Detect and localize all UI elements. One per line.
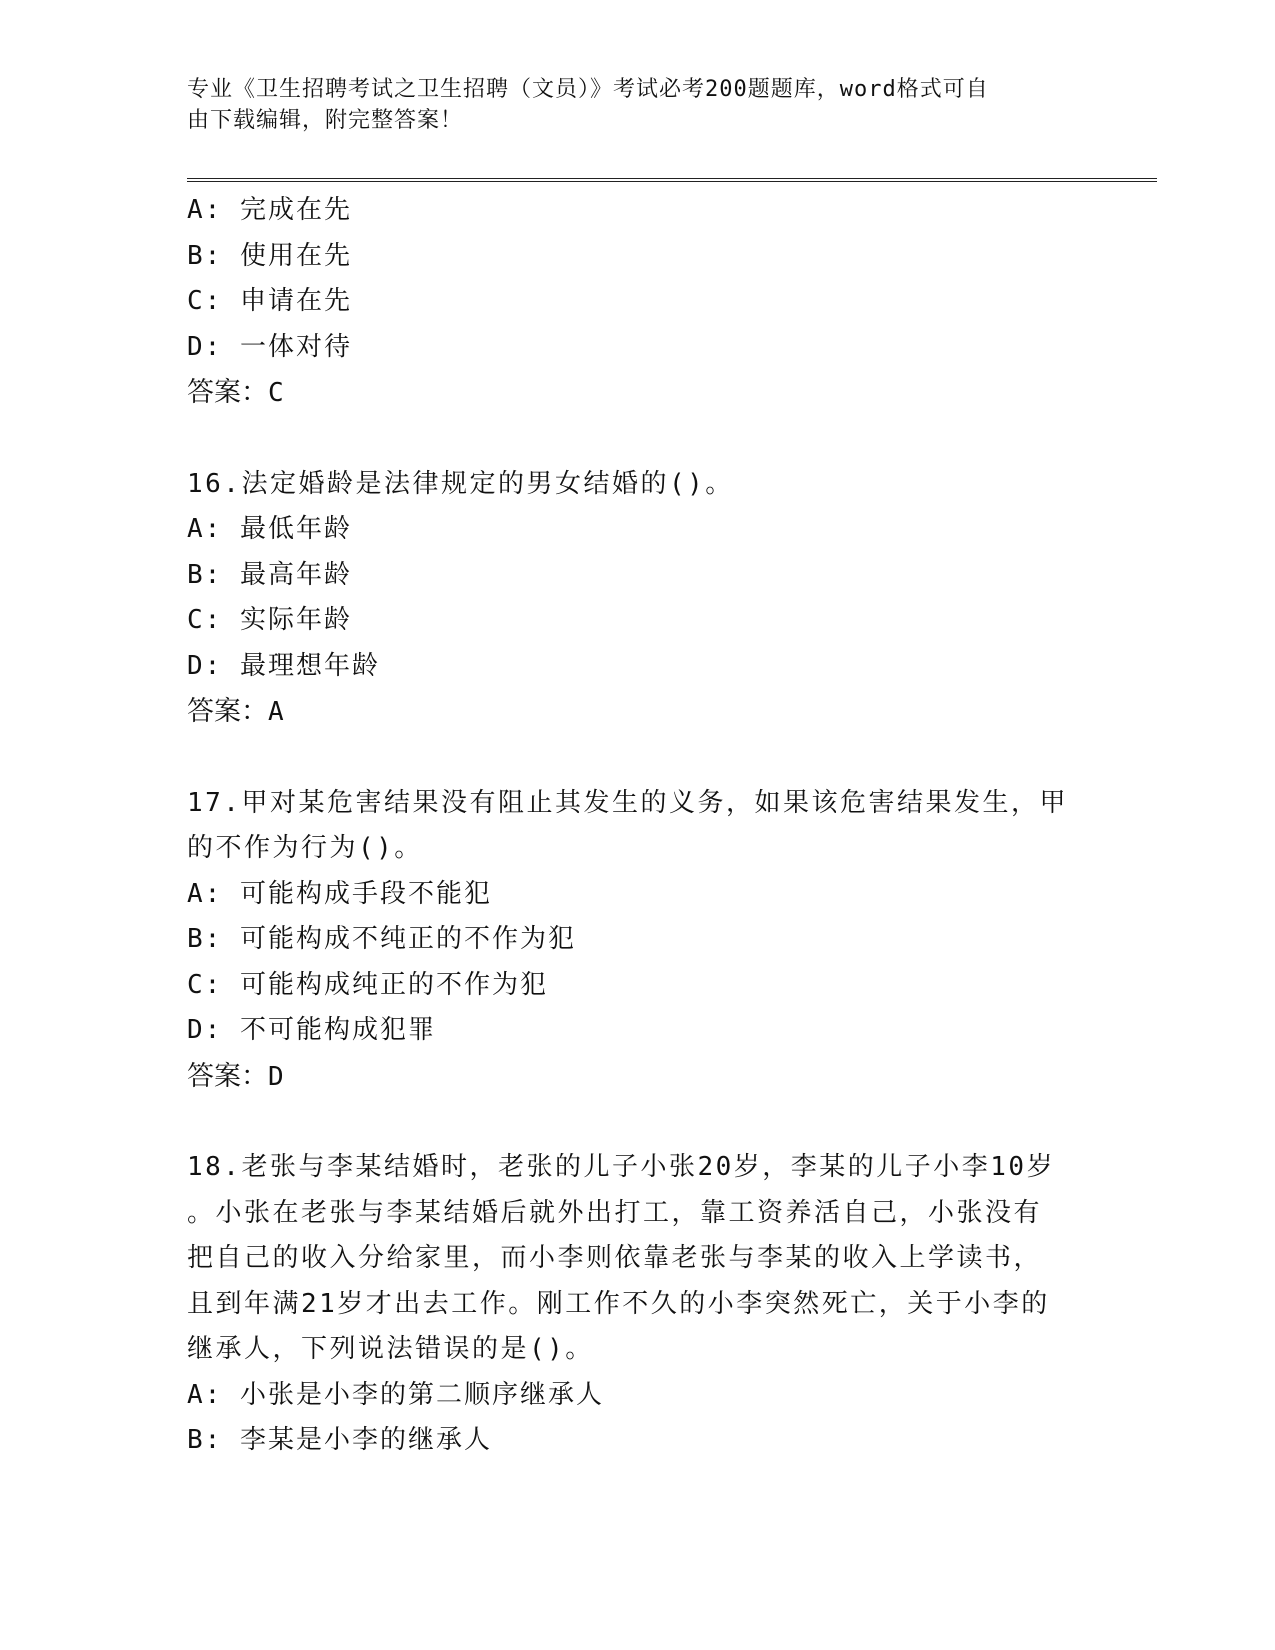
option-b: B: 使用在先 [187,240,352,271]
question-content [187,188,1087,1464]
question-18 [187,1145,1087,1464]
header-title-line-1: 专业《卫生招聘考试之卫生招聘（文员）》考试必考200题题库，word格式可自 [187,77,989,102]
option-a: A: 最低年龄 [187,514,352,544]
option-d: D: 最理想年龄 [187,650,380,681]
option-a: A: 可能构成手段不能犯 [187,878,492,909]
header-divider [187,178,1157,182]
option-b: B: 可能构成不纯正的不作为犯 [187,924,576,954]
spacer [187,735,1087,781]
answer-label: 答案： [187,1060,268,1092]
answer-value: C [268,378,284,408]
option-c: C: 申请在先 [187,286,352,316]
question-text-line-1: 18.老张与李某结婚时，老张的儿子小张20岁，李某的儿子小李10岁 [187,1152,1056,1182]
option-b: B: 李某是小李的继承人 [187,1425,492,1455]
header-title-line-2: 由下载编辑，附完整答案！ [187,108,464,133]
page-header [187,74,1087,136]
answer-line [187,689,1087,735]
question-text-line-2: 的不作为行为()。 [187,833,423,863]
question-text-line-4: 且到年满21岁才出去工作。刚工作不久的小李突然死亡，关于小李的 [187,1288,1050,1319]
option-c: C: 实际年龄 [187,605,352,635]
option-a: A: 小张是小李的第二顺序继承人 [187,1379,604,1410]
option-a: A: 完成在先 [187,195,352,225]
option-b: B: 最高年龄 [187,559,352,590]
spacer [187,1099,1087,1145]
option-d: D: 一体对待 [187,331,352,362]
question-text: 16.法定婚龄是法律规定的男女结婚的()。 [187,468,734,499]
question-text-line-1: 17.甲对某危害结果没有阻止其发生的义务，如果该危害结果发生，甲 [187,787,1068,818]
question-text-line-3: 把自己的收入分给家里，而小李则依靠老张与李某的收入上学读书， [187,1243,1043,1273]
answer-value: A [268,697,284,727]
spacer [187,416,1087,462]
answer-label: 答案： [187,696,268,727]
question-15-partial [187,188,1087,416]
question-text-line-2: 。小张在老张与李某结婚后就外出打工，靠工资养活自己，小张没有 [187,1197,1043,1228]
answer-value: D [268,1061,284,1092]
answer-line [187,370,1087,416]
option-c: C: 可能构成纯正的不作为犯 [187,969,548,1000]
question-17 [187,781,1087,1100]
answer-line [187,1054,1087,1100]
question-16 [187,462,1087,735]
option-d: D: 不可能构成犯罪 [187,1015,436,1045]
question-text-line-5: 继承人，下列说法错误的是()。 [187,1334,594,1364]
answer-label: 答案： [187,377,268,408]
